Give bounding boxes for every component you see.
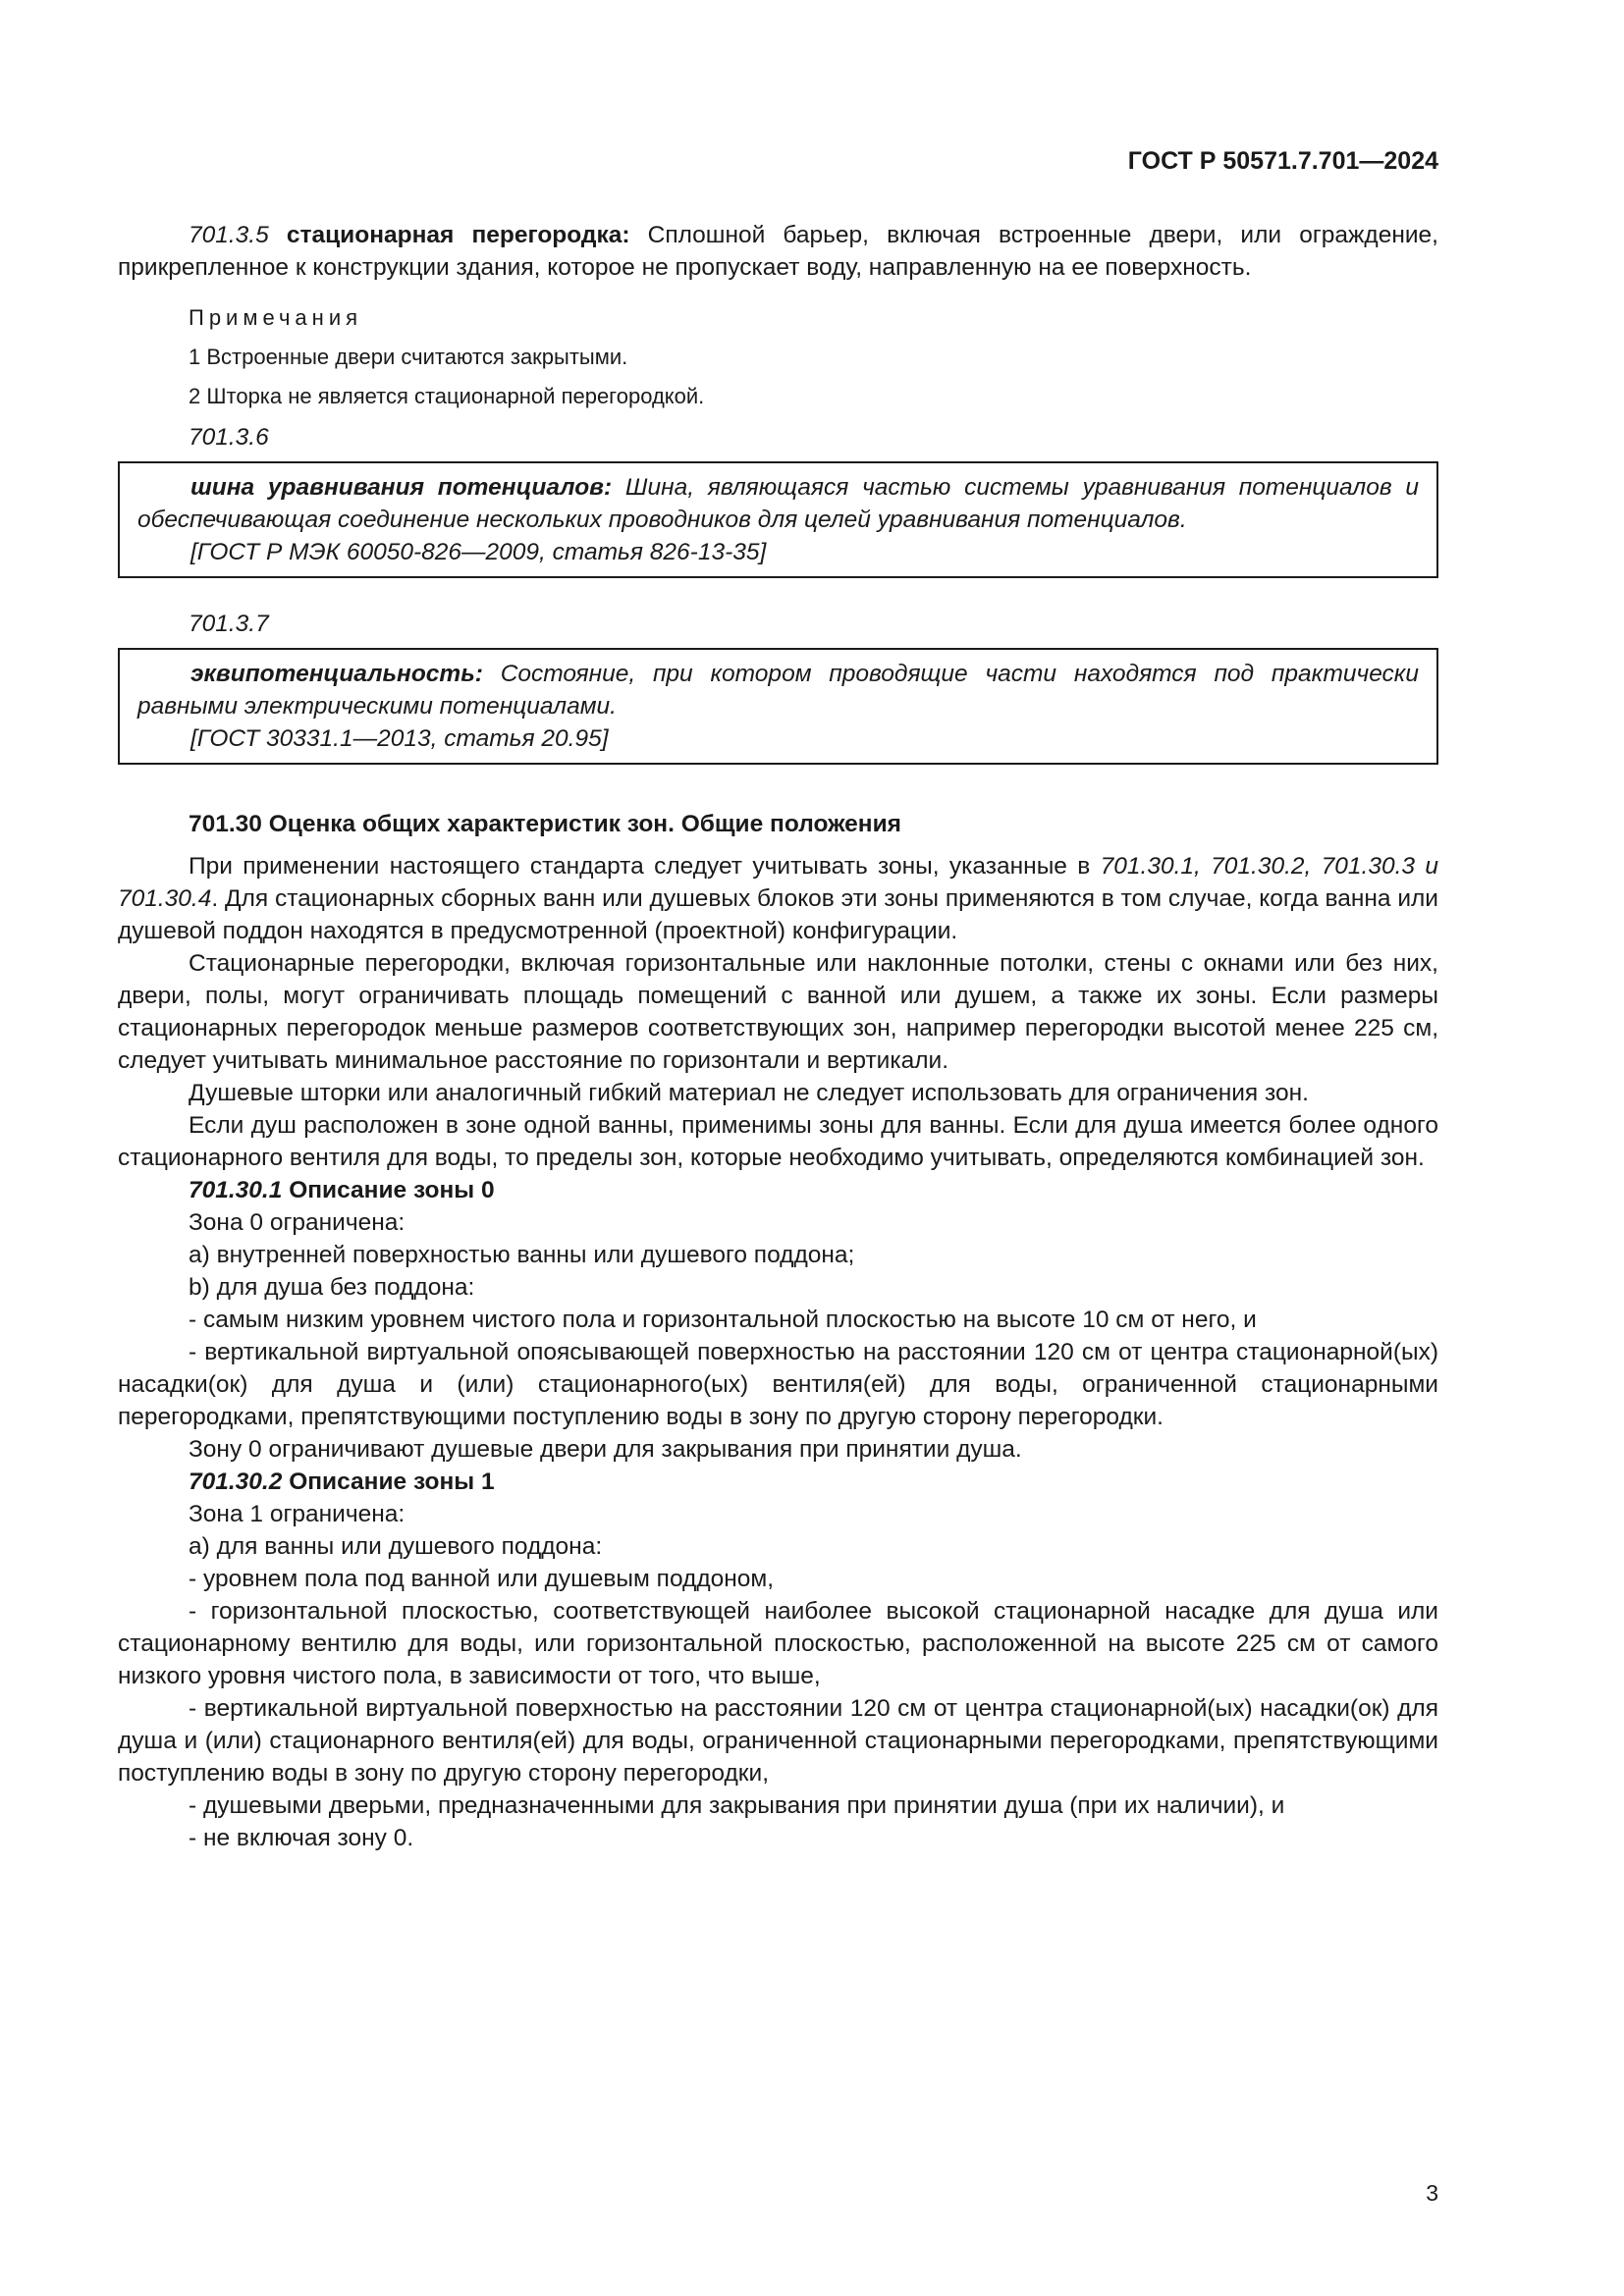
term-701-3-5: [118, 219, 1438, 284]
subsection-title: Описание зоны 1: [289, 1468, 495, 1495]
list-item: a) для ванны или душевого поддона:: [189, 1533, 603, 1560]
dash-item: - уровнем пола под ванной или душевым поддоном,: [189, 1566, 775, 1592]
notes-title: Примечания: [189, 305, 363, 330]
list-item: b) для душа без поддона:: [189, 1274, 475, 1301]
dash-item: - вертикальной виртуальной поверхностью на расстоянии 120 см от центра стационарной(ых) насадки(ок) для душа и (или) стационарного вентиля(ей) для воды, ограниченной стационарными перегородками, препятствующими поступлению воды в зону по другую сторону перегородки,: [118, 1695, 1438, 1787]
paragraph: [118, 850, 1438, 947]
term-definition: Состояние, при котором проводящие части находятся под практически равными электрическими потенциалами.: [137, 661, 1419, 720]
subsection-number: 701.30.1: [189, 1177, 283, 1203]
term-definition-line: [137, 658, 1419, 722]
subsection-heading-zone-1: [118, 1466, 1438, 1498]
paragraph-text: При применении настоящего стандарта следует учитывать зоны, указанные в: [189, 853, 1101, 880]
paragraph: Если душ расположен в зоне одной ванны, применимы зоны для ванны. Если для душа имеется более одного стационарного вентиля для воды, то пределы зон, которые необходимо учитывать, определяются комбинацией зон.: [118, 1112, 1438, 1171]
notes-block: [118, 303, 1438, 411]
page-number: 3: [1426, 2180, 1438, 2206]
term-source: [ГОСТ Р МЭК 60050-826—2009, статья 826-13-35]: [190, 539, 767, 565]
term-box-701-3-6: [118, 461, 1438, 578]
document-body: [118, 219, 1438, 1854]
document-header: ГОСТ Р 50571.7.701—2024: [1127, 147, 1438, 175]
dash-item: - самым низким уровнем чистого пола и горизонтальной плоскостью на высоте 10 см от него, и: [189, 1307, 1257, 1333]
dash-item: - вертикальной виртуальной опоясывающей поверхностью на расстоянии 120 см от центра стационарной(ых) насадки(ок) для душа и (или) стационарного(ых) вентиля(ей) для воды, ограниченной стационарными перегородками, препятствующими поступлению воды в зону по другую сторону перегородки.: [118, 1339, 1438, 1430]
paragraph-text: . Для стационарных сборных ванн или душевых блоков эти зоны применяются в том случае, когда ванна или душевой поддон находятся в предусмотренной (проектной) конфигурации.: [118, 885, 1438, 944]
term-source: [ГОСТ 30331.1—2013, статья 20.95]: [190, 725, 609, 752]
paragraph: Стационарные перегородки, включая горизонтальные или наклонные потолки, стены с окнами или без них, двери, полы, могут ограничивать площадь помещений с ванной или душем, а также их зоны. Если размеры стационарных перегородок меньше размеров соответствующих зон, например перегородки высотой менее 225 см, следует учитывать минимальное расстояние по горизонтали и вертикали.: [118, 950, 1438, 1074]
term-number-701-3-6: 701.3.6: [189, 424, 269, 451]
paragraph: Зону 0 ограничивают душевые двери для закрывания при принятии душа.: [189, 1436, 1022, 1463]
term-box-701-3-7: [118, 648, 1438, 765]
dash-item: - не включая зону 0.: [189, 1825, 414, 1851]
dash-item: - горизонтальной плоскостью, соответствующей наиболее высокой стационарной насадке для душа или стационарному вентилю для воды, или горизонтальной плоскостью, расположенной на высоте 225 см от самого низкого уровня чистого пола, в зависимости от того, что выше,: [118, 1598, 1438, 1689]
dash-item: - душевыми дверьми, предназначенными для закрывания при принятии душа (при их наличии), и: [189, 1792, 1285, 1819]
term-name: эквипотенциальность:: [190, 661, 483, 687]
cross-reference: 701.30.1, 701.30.2, 701.30.3 и 701.30.4: [118, 853, 1439, 912]
paragraph: Зона 0 ограничена:: [189, 1209, 406, 1236]
term-definition-line: [137, 471, 1419, 536]
term-name: шина уравнивания потенциалов:: [190, 474, 613, 501]
subsection-number: 701.30.2: [189, 1468, 283, 1495]
section-heading: 701.30 Оценка общих характеристик зон. Общие положения: [189, 811, 901, 837]
list-item: a) внутренней поверхностью ванны или душевого поддона;: [189, 1242, 855, 1268]
subsection-title: Описание зоны 0: [289, 1177, 495, 1203]
subsection-heading-zone-0: [118, 1174, 1438, 1206]
note-item: 1 Встроенные двери считаются закрытыми.: [189, 345, 628, 369]
paragraph: Душевые шторки или аналогичный гибкий материал не следует использовать для ограничения зон.: [189, 1080, 1309, 1106]
term-definition: Сплошной барьер, включая встроенные двери, или ограждение, прикрепленное к конструкции здания, которое не пропускает воду, направленную на ее поверхность.: [118, 222, 1438, 281]
term-name: стационарная перегородка:: [286, 222, 630, 248]
note-item: 2 Шторка не является стационарной перегородкой.: [189, 384, 705, 408]
paragraph: Зона 1 ограничена:: [189, 1501, 406, 1527]
term-definition: Шина, являющаяся частью системы уравнивания потенциалов и обеспечивающая соединение нескольких проводников для целей уравнивания потенциалов.: [137, 474, 1420, 533]
term-number: 701.3.5: [189, 222, 269, 248]
term-number-701-3-7: 701.3.7: [189, 611, 269, 637]
